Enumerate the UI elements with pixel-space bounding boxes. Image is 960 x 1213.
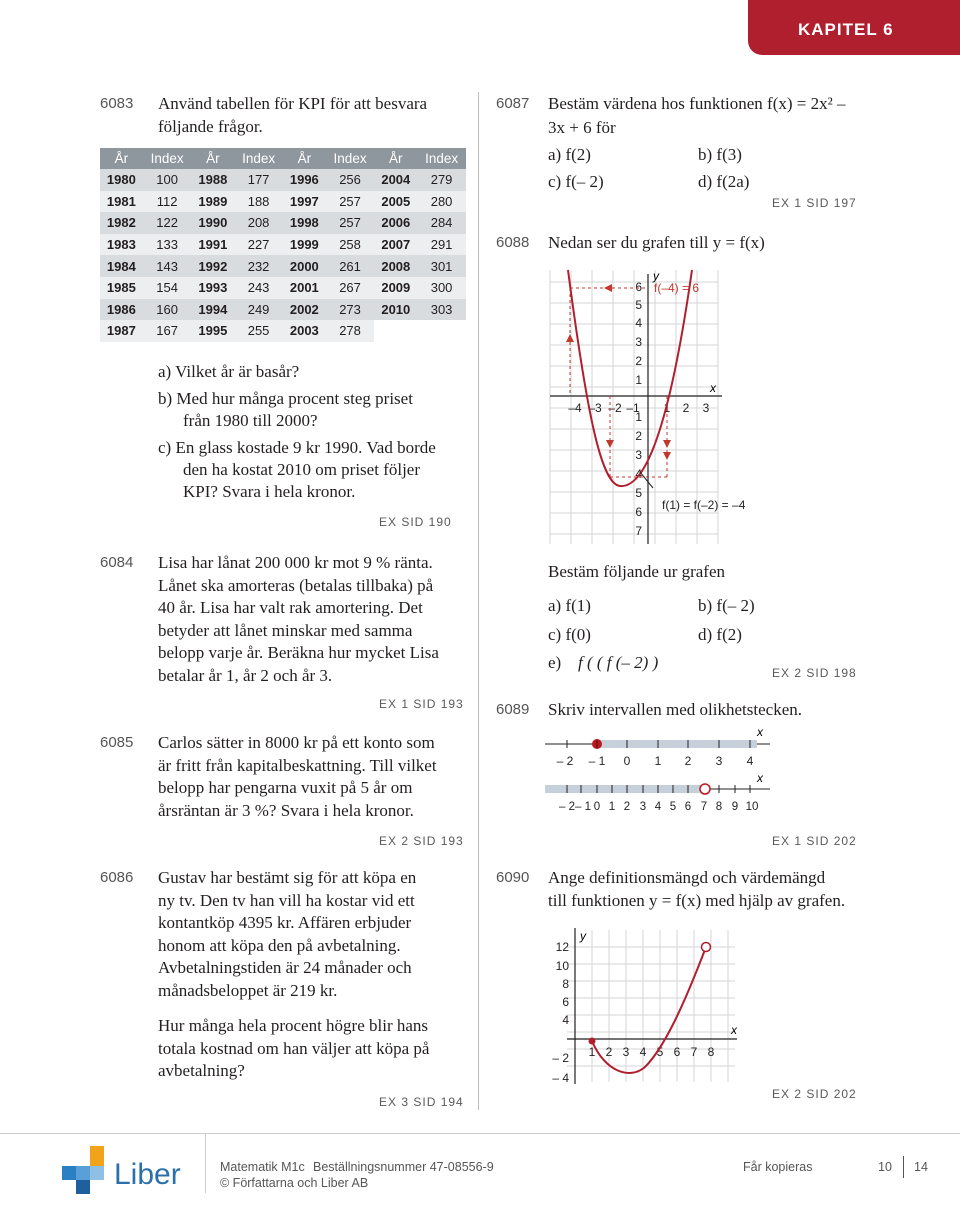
x-tick: 2 [605, 1045, 613, 1059]
liber-logo-icon [62, 1146, 110, 1194]
index-cell: 160 [143, 299, 192, 321]
function-graph [545, 922, 745, 1092]
year-cell: 1990 [191, 212, 234, 234]
year-cell: 2002 [283, 299, 326, 321]
x-tick: 3 [622, 1045, 630, 1059]
number-line-1 [545, 725, 770, 768]
chapter-tab: KAPITEL 6 [748, 0, 960, 55]
page-number-left: 10 [878, 1160, 892, 1174]
question-c-cont2: KPI? Svara i hela kronor. [183, 482, 356, 501]
text-line: betalar år 1, år 2 och år 3. [158, 665, 333, 685]
y-tick: 6 [635, 280, 642, 294]
table-row [100, 212, 466, 234]
question-e-label: e) [548, 653, 562, 672]
index-cell: 167 [143, 320, 192, 342]
x-axis-label: x [757, 725, 763, 739]
exercise-text-cont: till funktionen y = f(x) med hjälp av grafen. [548, 891, 846, 910]
exercise-text: Ange definitionsmängd och värdemängd [548, 868, 826, 887]
x-tick: 8 [707, 1045, 715, 1059]
tick-label: – 2 [559, 801, 575, 813]
y-tick: 1 [635, 410, 642, 424]
text-line: årsräntan är 3 %? Svara i hela kronor. [158, 800, 414, 820]
index-cell: 303 [417, 299, 466, 321]
x-tick: 1 [663, 401, 671, 415]
y-tick: 8 [562, 977, 569, 991]
order-number: Beställningsnummer 47-08556-9 [313, 1160, 494, 1174]
year-cell: 1998 [283, 212, 326, 234]
table-header: År [191, 148, 234, 169]
number-line-2 [545, 771, 770, 813]
liber-brand: Liber [114, 1158, 181, 1191]
kpi-table [100, 148, 466, 342]
example-ref: EX 2 SID 202 [772, 1087, 857, 1101]
year-cell: 2006 [374, 212, 417, 234]
y-axis-label: y [653, 269, 659, 283]
page-number-right: 14 [914, 1160, 928, 1174]
year-cell: 1983 [100, 234, 143, 256]
example-ref: EX 3 SID 194 [379, 1095, 464, 1109]
table-header: Index [143, 148, 192, 169]
year-cell: 2003 [283, 320, 326, 342]
index-cell: 232 [234, 255, 283, 277]
year-cell: 2009 [374, 277, 417, 299]
index-cell: 300 [417, 277, 466, 299]
y-tick: 3 [635, 335, 642, 349]
text-line: Avbetalningstiden är 24 månader och [158, 958, 412, 977]
table-row [100, 234, 466, 256]
index-cell: 256 [326, 169, 375, 191]
y-ticks [552, 940, 569, 1085]
text-line: Lånet ska amorteras (betalas tillbaka) på [158, 575, 434, 595]
tick-label: 0 [623, 754, 631, 768]
y-tick: 3 [635, 448, 642, 462]
year-cell: 1993 [191, 277, 234, 299]
question-a: a) Vilket år är basår? [158, 362, 300, 381]
index-cell: 154 [143, 277, 192, 299]
y-tick: 6 [635, 505, 642, 519]
text-line: månadsbeloppet är 219 kr. [158, 980, 338, 1000]
text-line: avbetalning? [158, 1061, 245, 1080]
question-d: d) f(2a) [698, 172, 750, 191]
index-cell: 267 [326, 277, 375, 299]
y-tick: 5 [635, 486, 642, 500]
exercise-number: 6090 [496, 869, 530, 886]
y-tick: 4 [562, 1013, 569, 1027]
example-ref: EX 2 SID 193 [379, 834, 464, 848]
x-axis-label: x [731, 1023, 737, 1037]
text-line: belopp har pengarna vuxit på 5 år om [158, 778, 413, 797]
x-tick: 7 [690, 1045, 698, 1059]
index-cell: 143 [143, 255, 192, 277]
x-tick: 4 [639, 1045, 647, 1059]
year-cell: 2010 [374, 299, 417, 321]
year-cell: 2000 [283, 255, 326, 277]
copyright: © Författarna och Liber AB [220, 1176, 369, 1190]
index-cell: 258 [326, 234, 375, 256]
index-cell: 278 [326, 320, 375, 342]
index-cell: 177 [234, 169, 283, 191]
year-cell: 1994 [191, 299, 234, 321]
question-intro: Bestäm följande ur grafen [548, 562, 726, 581]
question-c: c) f(– 2) [548, 172, 604, 191]
y-tick: 2 [635, 429, 642, 443]
x-tick: –4 [568, 401, 582, 415]
question-c-cont: den ha kostat 2010 om priset följer [183, 460, 421, 479]
index-cell [417, 320, 466, 342]
index-cell: 273 [326, 299, 375, 321]
y-axis-label: y [580, 929, 586, 943]
table-row [100, 277, 466, 299]
y-tick: 12 [555, 940, 569, 954]
example-ref: EX SID 190 [379, 515, 452, 529]
year-cell: 1981 [100, 191, 143, 213]
index-cell: 255 [234, 320, 283, 342]
annotation-bottom: f(1) = f(–2) = –4 [662, 498, 746, 512]
tick-label: 9 [731, 801, 739, 813]
closed-endpoint [589, 1038, 596, 1045]
question-b: b) f(– 2) [698, 596, 755, 615]
index-cell: 133 [143, 234, 192, 256]
index-cell: 100 [143, 169, 192, 191]
text-line: Lisa har lånat 200 000 kr mot 9 % ränta. [158, 553, 433, 572]
exercise-number: 6089 [496, 701, 530, 718]
tick-label: – 1 [575, 801, 591, 813]
exercise-text [158, 867, 416, 1002]
tick-label: – 1 [588, 754, 606, 768]
tick-label: 8 [715, 801, 723, 813]
index-cell: 243 [234, 277, 283, 299]
parabola-curve [568, 270, 692, 486]
table-header: Index [417, 148, 466, 169]
table-header: År [283, 148, 326, 169]
exercise-number: 6086 [100, 869, 134, 886]
exercise-number: 6087 [496, 95, 530, 112]
example-ref: EX 1 SID 202 [772, 834, 857, 848]
table-row [100, 299, 466, 321]
x-axis-label: x [757, 771, 763, 785]
annotation-top: f(–4) = 6 [654, 281, 700, 295]
exercise-number: 6083 [100, 95, 134, 112]
tick-label: 1 [608, 801, 616, 813]
year-cell: 1984 [100, 255, 143, 277]
year-cell: 1996 [283, 169, 326, 191]
y-tick: 6 [562, 995, 569, 1009]
tick-label: 7 [700, 801, 708, 813]
exercise-text-cont: 3x + 6 för [548, 118, 616, 137]
index-cell: 280 [417, 191, 466, 213]
y-tick: – 4 [552, 1071, 569, 1085]
exercise-text: Använd tabellen för KPI för att besvara följande frågor. [158, 94, 428, 136]
y-tick: 5 [635, 298, 642, 312]
index-cell: 257 [326, 212, 375, 234]
exercise-number: 6085 [100, 734, 134, 751]
tick-label: 3 [639, 801, 647, 813]
index-cell: 227 [234, 234, 283, 256]
index-cell: 284 [417, 212, 466, 234]
x-tick: 5 [656, 1045, 664, 1059]
year-cell: 2001 [283, 277, 326, 299]
year-cell: 1982 [100, 212, 143, 234]
example-ref: EX 1 SID 197 [772, 196, 857, 210]
exercise-number: 6088 [496, 234, 530, 251]
index-cell: 208 [234, 212, 283, 234]
text-line: Gustav har bestämt sig för att köpa en [158, 868, 417, 887]
text-line: Carlos sätter in 8000 kr på ett konto som [158, 733, 435, 752]
x-tick: 6 [673, 1045, 681, 1059]
index-cell: 301 [417, 255, 466, 277]
year-cell: 1997 [283, 191, 326, 213]
y-tick: 10 [555, 959, 569, 973]
example-ref: EX 2 SID 198 [772, 666, 857, 680]
year-cell: 1988 [191, 169, 234, 191]
y-tick: 7 [635, 524, 642, 538]
exercise-number: 6084 [100, 554, 134, 571]
year-cell: 1995 [191, 320, 234, 342]
year-cell: 1980 [100, 169, 143, 191]
question-c: c) f(0) [548, 625, 591, 644]
text-line: totala kostnad om han väljer att köpa på [158, 1038, 430, 1058]
question-c: c) En glass kostade 9 kr 1990. Vad borde [158, 438, 436, 457]
text-line: honom att köpa den på avbetalning. [158, 935, 401, 955]
x-tick: –1 [626, 401, 640, 415]
y-tick: 2 [635, 354, 642, 368]
text-line: betyder att lånet minskar med samma [158, 620, 413, 640]
table-row [100, 169, 466, 191]
index-cell: 261 [326, 255, 375, 277]
tick-label: 3 [715, 754, 723, 768]
text-line: Hur många hela procent högre blir hans [158, 1016, 429, 1035]
open-endpoint [702, 943, 711, 952]
interval-bar [545, 785, 705, 793]
example-ref: EX 1 SID 193 [379, 697, 464, 711]
tick-label: 6 [684, 801, 692, 813]
year-cell: 2007 [374, 234, 417, 256]
question-e: f ( ( f (– 2) ) [578, 653, 659, 672]
tick-label: 4 [654, 801, 662, 813]
text-line: 40 år. Lisa har valt rak amortering. Det [158, 598, 423, 617]
y-tick: – 2 [552, 1051, 569, 1065]
tick-label: 2 [623, 801, 631, 813]
open-endpoint [700, 784, 710, 794]
y-tick: 4 [635, 316, 642, 330]
text-line: ny tv. Den tv han vill ha kostar vid ett [158, 890, 415, 910]
y-tick: 4 [635, 467, 642, 481]
index-cell: 279 [417, 169, 466, 191]
index-cell: 257 [326, 191, 375, 213]
index-cell: 291 [417, 234, 466, 256]
tick-label: 10 [745, 801, 759, 813]
exercise-text [158, 732, 437, 822]
question-a: a) f(1) [548, 596, 591, 615]
tick-label: – 2 [556, 754, 574, 768]
year-cell: 1985 [100, 277, 143, 299]
copy-permission: Får kopieras [743, 1160, 813, 1174]
x-tick: 3 [702, 401, 710, 415]
text-line: belopp varje år. Beräkna hur mycket Lisa [158, 643, 439, 662]
index-cell: 188 [234, 191, 283, 213]
index-cell: 249 [234, 299, 283, 321]
table-row [100, 191, 466, 213]
footer-separator [205, 1133, 206, 1193]
table-header: År [100, 148, 143, 169]
exercise-text-2 [158, 1015, 429, 1083]
year-cell: 2005 [374, 191, 417, 213]
interval-bar [597, 740, 757, 748]
x-tick: –2 [608, 401, 622, 415]
year-cell: 1989 [191, 191, 234, 213]
tick-label: 0 [593, 801, 601, 813]
question-b: b) Med hur många procent steg priset [158, 389, 413, 408]
tick-label: 5 [669, 801, 677, 813]
year-cell: 1987 [100, 320, 143, 342]
year-cell: 2008 [374, 255, 417, 277]
x-tick: 1 [588, 1045, 596, 1059]
x-axis-label: x [710, 381, 716, 395]
year-cell [374, 320, 417, 342]
x-ticks [589, 1045, 715, 1059]
tick-label: 4 [746, 754, 754, 768]
exercise-text: Skriv intervallen med olikhetstecken. [548, 700, 802, 719]
table-header: År [374, 148, 417, 169]
year-cell: 1991 [191, 234, 234, 256]
tick-label: 2 [684, 754, 692, 768]
table-header: Index [234, 148, 283, 169]
table-header: Index [326, 148, 375, 169]
book-title: Matematik M1c [220, 1160, 305, 1174]
x-tick: 2 [682, 401, 690, 415]
exercise-text [158, 552, 439, 687]
tick-label: 1 [654, 754, 662, 768]
year-cell: 1999 [283, 234, 326, 256]
number-lines [545, 722, 785, 822]
text-line: är fritt från kapitalbeskattning. Till vilket [158, 755, 437, 775]
question-d: d) f(2) [698, 625, 742, 644]
parabola-graph [540, 262, 780, 552]
table-row [100, 320, 466, 342]
text-line: kontantköp 4395 kr. Affären erbjuder [158, 913, 412, 932]
year-cell: 2004 [374, 169, 417, 191]
page-divider [903, 1156, 904, 1178]
footer-divider [0, 1133, 960, 1134]
question-b: b) f(3) [698, 145, 742, 164]
exercise-text: Bestäm värdena hos funktionen f(x) = 2x² – [548, 94, 846, 113]
table-row [100, 255, 466, 277]
x-tick: –3 [588, 401, 602, 415]
year-cell: 1986 [100, 299, 143, 321]
exercise-text: Nedan ser du grafen till y = f(x) [548, 233, 765, 252]
index-cell: 122 [143, 212, 192, 234]
index-cell: 112 [143, 191, 192, 213]
y-tick: 1 [635, 373, 642, 387]
question-a: a) f(2) [548, 145, 591, 164]
question-b-cont: från 1980 till 2000? [183, 411, 318, 430]
column-divider [478, 92, 479, 1110]
year-cell: 1992 [191, 255, 234, 277]
